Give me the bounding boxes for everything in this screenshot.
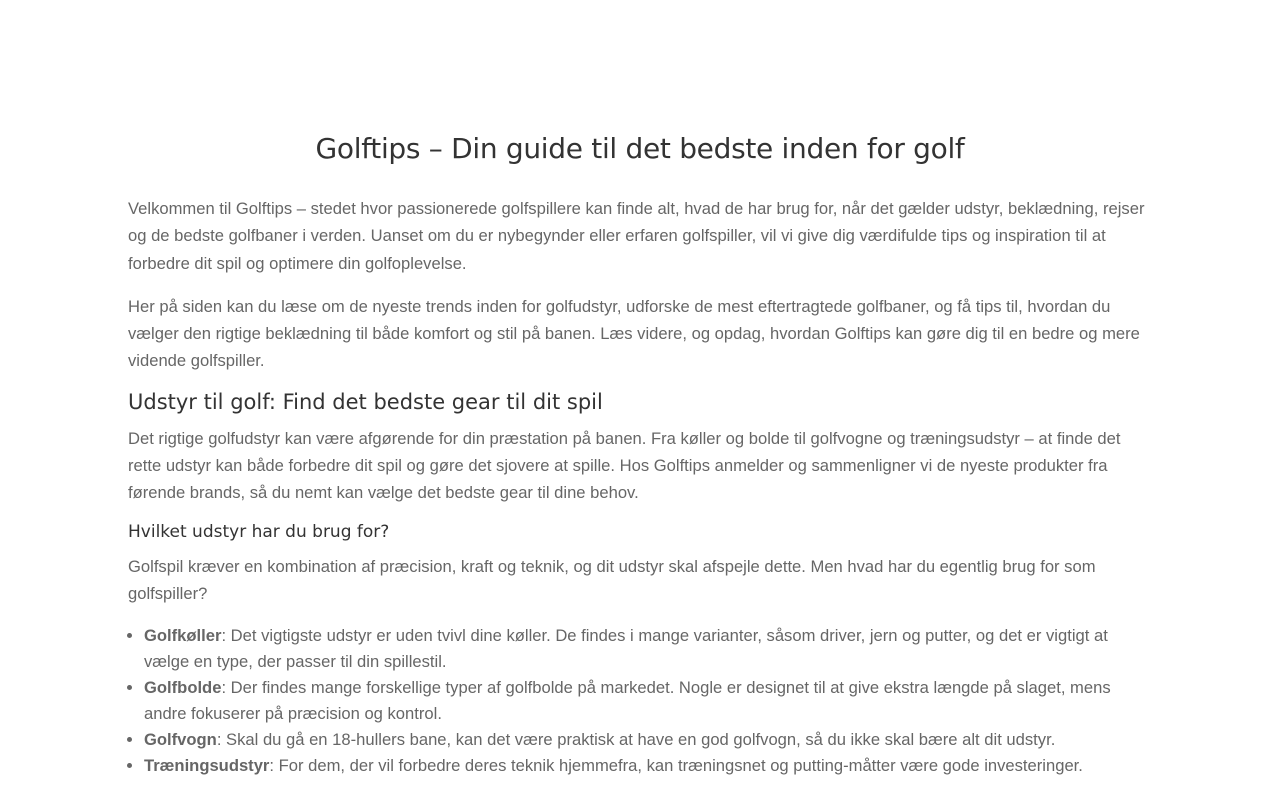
page-title: Golftips – Din guide til det bedste inden for golf — [315, 132, 965, 165]
list-item — [144, 753, 1152, 779]
list-item-text: : Det vigtigste udstyr er uden tvivl dine køller. De findes i mange varianter, såsom driver, jern og putter, og det er vigtigt at vælge en type, der passer til din spillestil. — [144, 626, 1108, 672]
section-paragraph: Det rigtige golfudstyr kan være afgørende for din præstation på banen. Fra køller og bolde til golfvogne og træningsudstyr – at finde det rette udstyr kan både forbedre dit spil og gøre det sjovere at spille. Hos Golftips anmelder og sammenligner vi de nyeste produkter fra førende brands, så du nemt kan vælge det bedste gear til dine behov. — [128, 428, 1121, 503]
section-heading: Udstyr til golf: Find det bedste gear til dit spil — [128, 389, 603, 414]
article-body — [128, 195, 1152, 779]
list-item-term: Træningsudstyr — [144, 756, 270, 776]
equipment-list — [128, 623, 1152, 779]
subsection-paragraph: Golfspil kræver en kombination af præcision, kraft og teknik, og dit udstyr skal afspejle dette. Men hvad har du egentlig brug for som golfspiller? — [128, 556, 1096, 603]
list-item-term: Golfbolde — [144, 678, 222, 698]
intro-paragraph: Her på siden kan du læse om de nyeste trends inden for golfudstyr, udforske de mest eftertragtede golfbaner, og få tips til, hvordan du vælger den rigtige beklædning til både komfort og stil på banen. Læs videre, og opdag, hvordan Golftips kan gøre dig til en bedre og mere vidende golfspiller. — [128, 296, 1140, 371]
list-item — [144, 727, 1152, 753]
list-item-term: Golfvogn — [144, 730, 217, 750]
list-item-term: Golfkøller — [144, 626, 222, 646]
list-item-text: : Der findes mange forskellige typer af golfbolde på markedet. Nogle er designet til at give ekstra længde på slaget, mens andre fokuserer på præcision og kontrol. — [144, 678, 1111, 724]
list-item — [144, 623, 1152, 675]
intro-paragraph: Velkommen til Golftips – stedet hvor passionerede golfspillere kan finde alt, hvad de har brug for, når det gælder udstyr, beklædning, rejser og de bedste golfbaner i verden. Uanset om du er nybegynder eller erfaren golfspiller, vil vi give dig værdifulde tips og inspiration til at forbedre dit spil og optimere din golfoplevelse. — [128, 199, 1145, 273]
subsection-heading: Hvilket udstyr har du brug for? — [128, 521, 390, 542]
list-item — [144, 675, 1152, 727]
list-item-text: : Skal du gå en 18-hullers bane, kan det være praktisk at have en god golfvogn, så du ikke skal bære alt dit udstyr. — [216, 730, 1056, 750]
list-item-text: : For dem, der vil forbedre deres teknik hjemmefra, kan træningsnet og putting-måtter være gode investeringer. — [269, 756, 1083, 776]
